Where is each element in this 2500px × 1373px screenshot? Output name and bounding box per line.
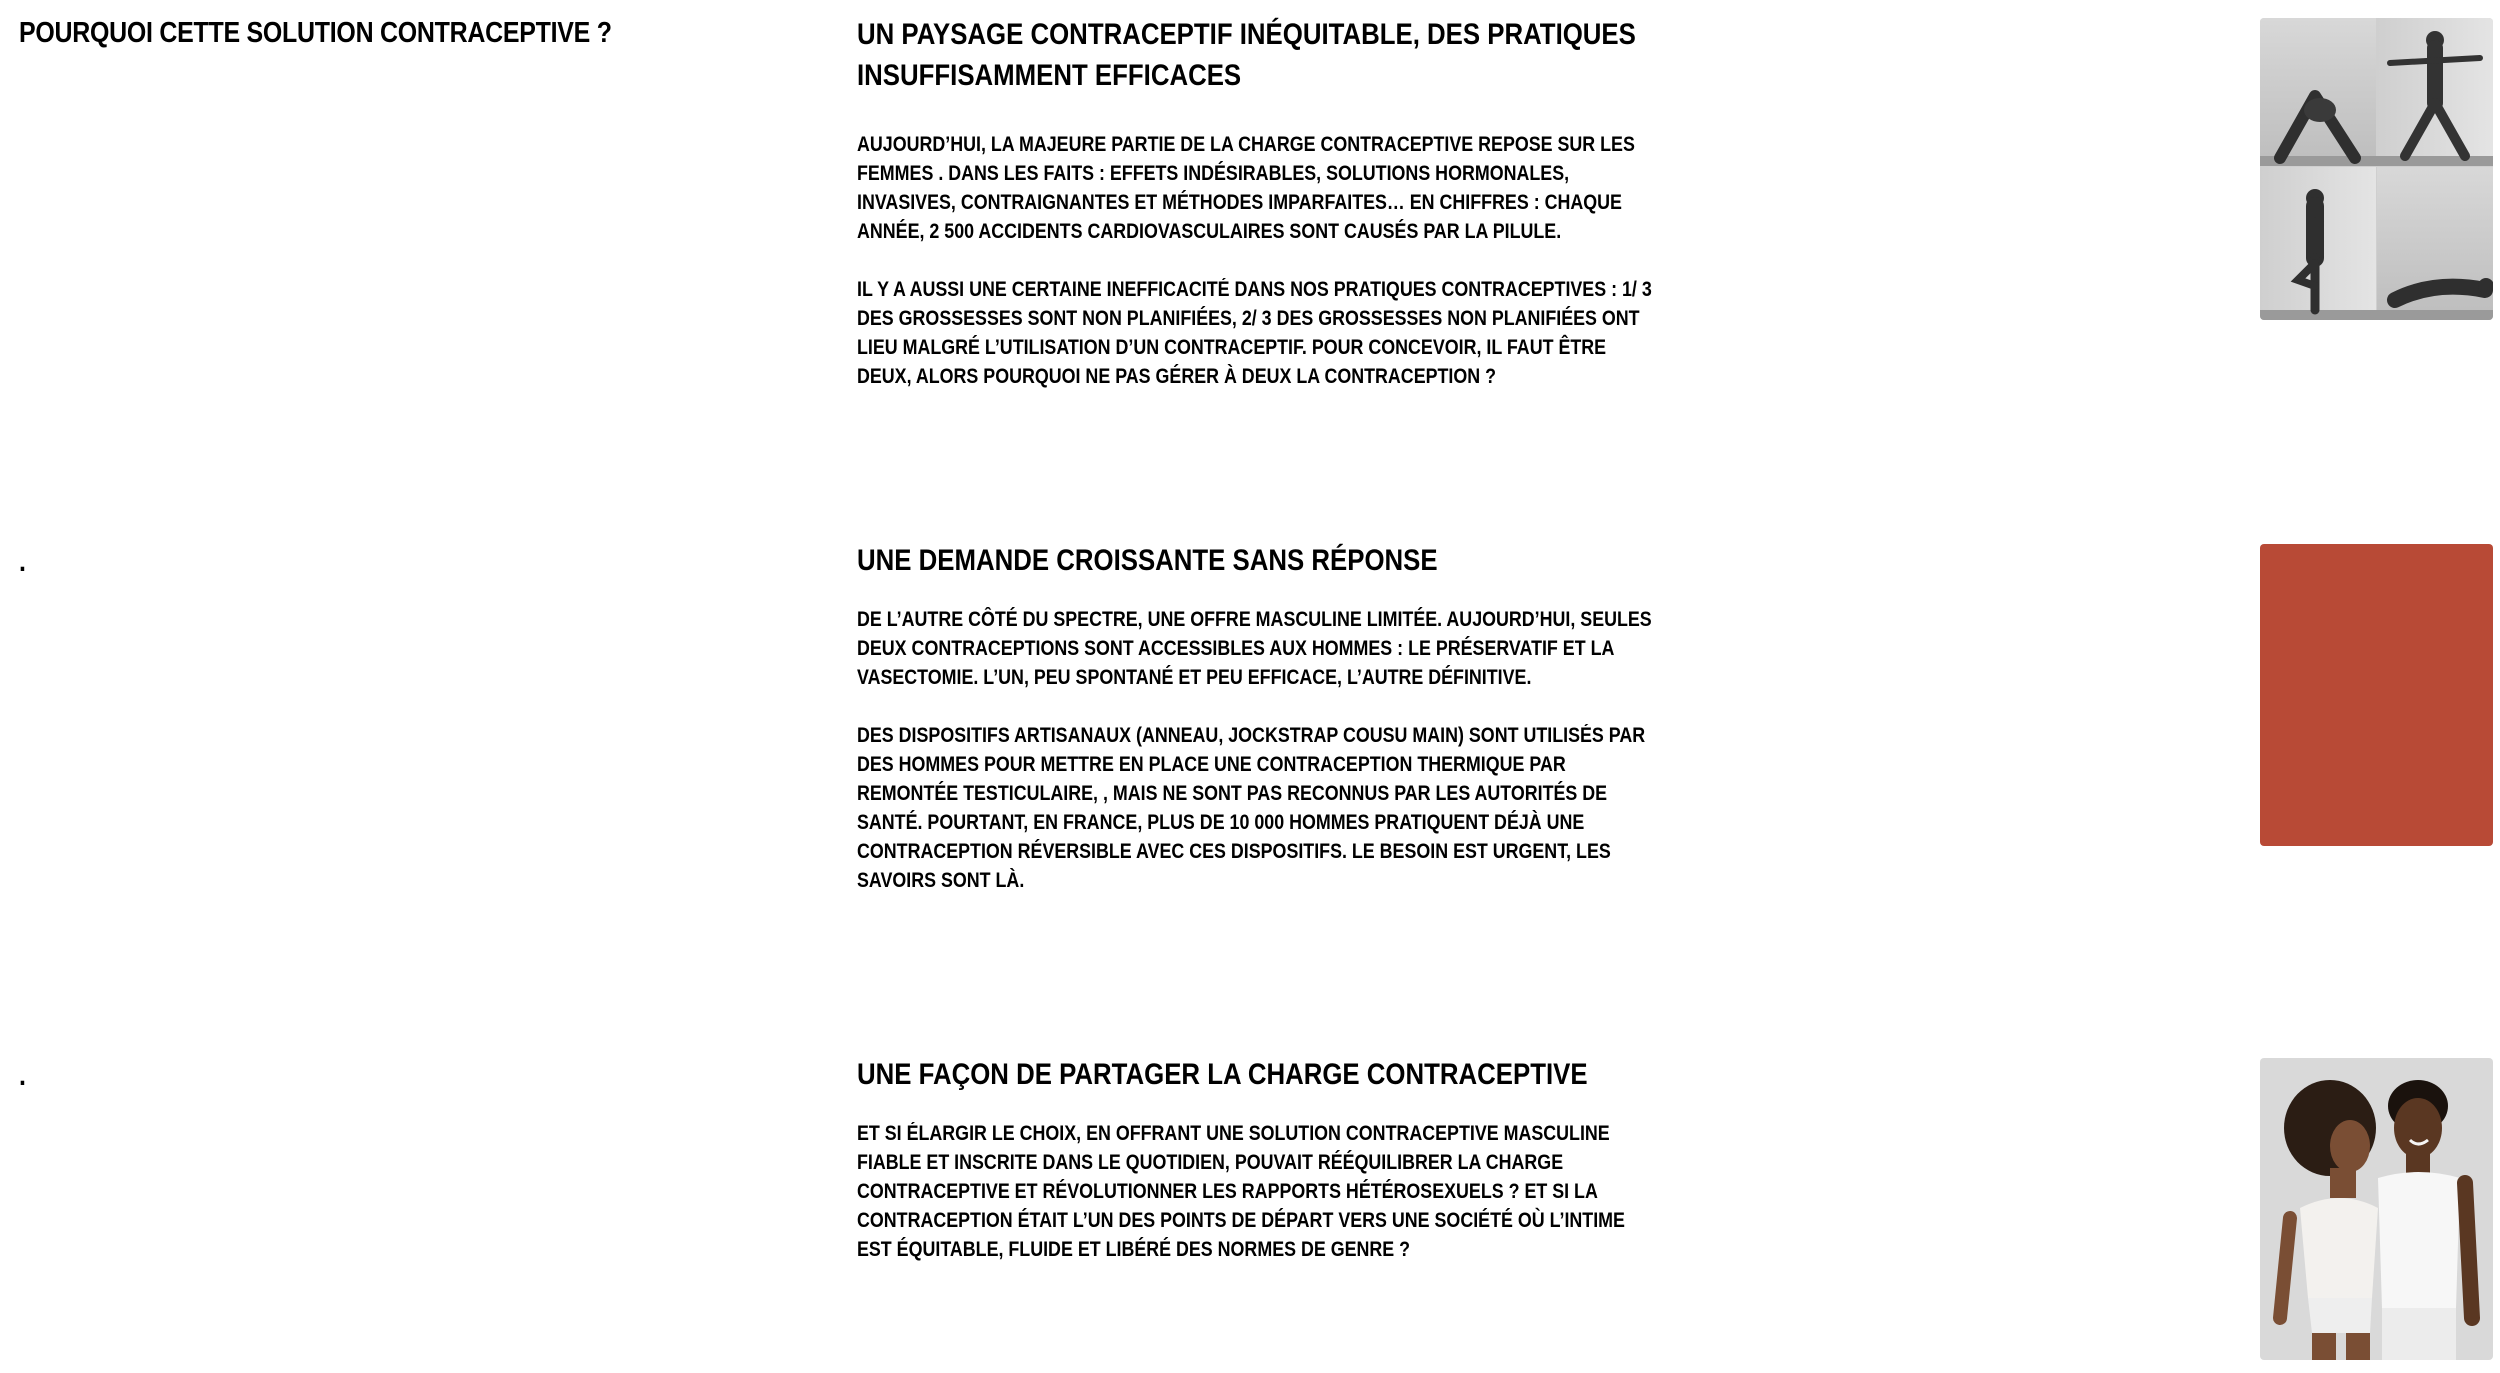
section-growing-demand [857,540,1797,895]
section-share-load [857,1054,1797,1264]
red-color-block-image[interactable] [2260,544,2493,846]
couple-photo-image[interactable] [2260,1058,2493,1360]
section-marker-3: . [19,1060,26,1092]
section-paragraph: DES DISPOSITIFS ARTISANAUX (ANNEAU, JOCKSTRAP COUSU MAIN) SONT UTILISÉS PAR DES HOMMES POUR METTRE EN PLACE UNE CONTRACEPTION THERMIQUE PAR REMONTÉE TESTICULAIRE, , MAIS NE SONT PAS RECONNUS PAR LES AUTORITÉS DE SANTÉ. POURTANT, EN FRANCE, PLUS DE 10 000 HOMMES PRATIQUENT DÉJÀ UNE CONTRACEPTION RÉVERSIBLE AVEC CES DISPOSITIFS. LE BESOIN EST URGENT, LES SAVOIRS SONT LÀ. [857,724,1646,892]
section-paragraph: DE L’AUTRE CÔTÉ DU SPECTRE, UNE OFFRE MASCULINE LIMITÉE. AUJOURD’HUI, SEULES DEUX CONTRACEPTIONS SONT ACCESSIBLES AUX HOMMES : LE PRÉSERVATIF ET LA VASECTOMIE. L’UN, PEU SPONTANÉ ET PEU EFFICACE, L’AUTRE DÉFINITIVE. [857,608,1652,689]
section-title: UNE FAÇON DE PARTAGER LA CHARGE CONTRACEPTIVE [857,1058,1588,1091]
section-paragraph: AUJOURD’HUI, LA MAJEURE PARTIE DE LA CHARGE CONTRACEPTIVE REPOSE SUR LES FEMMES . DANS LES FAITS : EFFETS INDÉSIRABLES, SOLUTIONS HORMONALES, INVASIVES, CONTRAIGNANTES ET MÉTHODES IMPARFAITES… EN CHIFFRES : CHAQUE ANNÉE, 2 500 ACCIDENTS CARDIOVASCULAIRES SONT CAUSÉS PAR LA PILULE. [857,133,1635,243]
section-paragraph: ET SI ÉLARGIR LE CHOIX, EN OFFRANT UNE SOLUTION CONTRACEPTIVE MASCULINE FIABLE ET INSCRITE DANS LE QUOTIDIEN, POUVAIT RÉÉQUILIBRER LA CHARGE CONTRACEPTIVE ET RÉVOLUTIONNER LES RAPPORTS HÉTÉROSEXUELS ? ET SI LA CONTRACEPTION ÉTAIT L’UN DES POINTS DE DÉPART VERS UNE SOCIÉTÉ OÙ L’INTIME EST ÉQUITABLE, FLUIDE ET LIBÉRÉ DES NORMES DE GENRE ? [857,1122,1625,1261]
section-title: UNE DEMANDE CROISSANTE SANS RÉPONSE [857,544,1438,577]
section-marker-2: . [19,546,26,578]
section-inequitable-landscape [857,14,1797,391]
page-heading: POURQUOI CETTE SOLUTION CONTRACEPTIVE ? [19,17,612,49]
yoga-poses-image[interactable] [2260,18,2493,320]
section-paragraph: IL Y A AUSSI UNE CERTAINE INEFFICACITÉ DANS NOS PRATIQUES CONTRACEPTIVES : 1/ 3 DES GROSSESSES SONT NON PLANIFIÉES, 2/ 3 DES GROSSESSES NON PLANIFIÉES ONT LIEU MALGRÉ L’UTILISATION D’UN CONTRACEPTIF. POUR CONCEVOIR, IL FAUT ÊTRE DEUX, ALORS POURQUOI NE PAS GÉRER À DEUX LA CONTRACEPTION ? [857,278,1652,388]
section-title: UN PAYSAGE CONTRACEPTIF INÉQUITABLE, DES PRATIQUES INSUFFISAMMENT EFFICACES [857,18,1636,92]
